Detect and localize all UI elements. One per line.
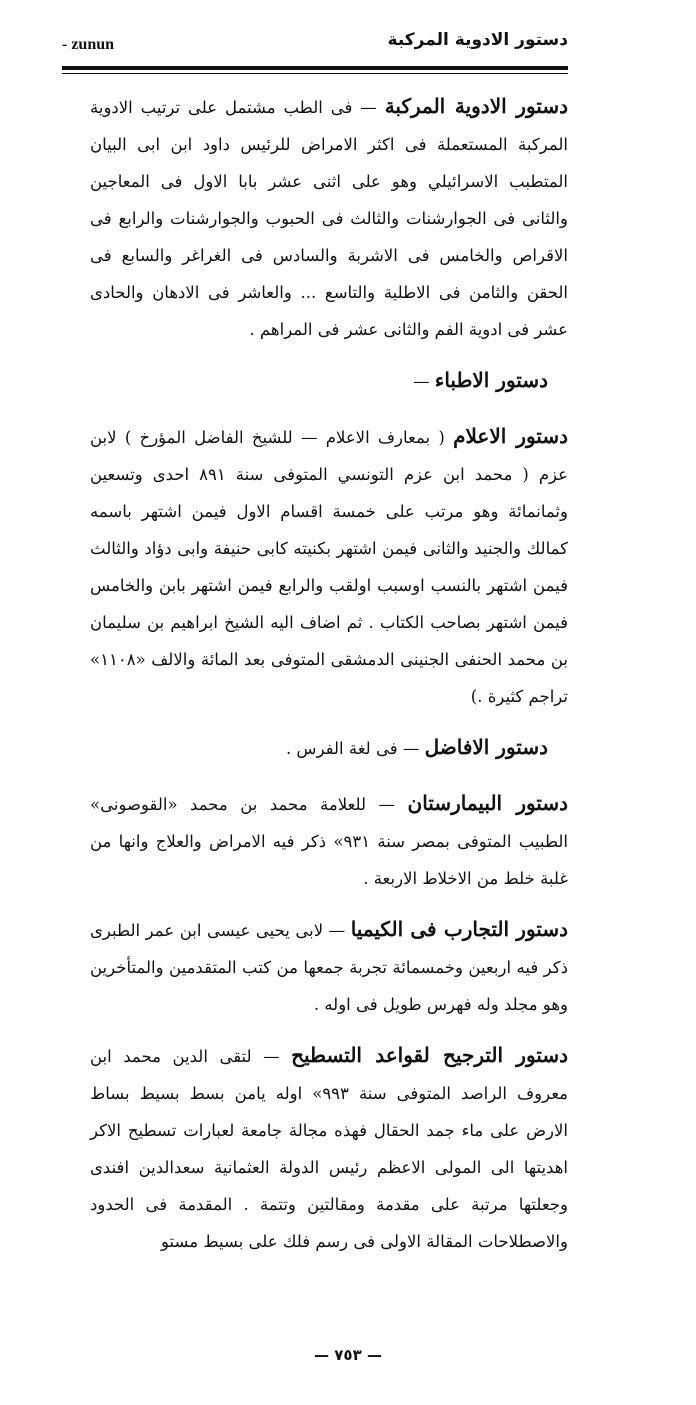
entry-5 [90,785,568,897]
entry-headword: دستور التجارب فى الكيميا [350,917,568,941]
entry-text: — للعلامة محمد بن محمد «القوصونى» الطبيب المتوفى بمصر سنة ٩٣١» ذكر فيه الامراض والعلاج وانها من غلبة خلط من الاخلاط الاربعة . [90,795,568,888]
page-number: — ٧٥٣ — [314,1346,382,1364]
header-rule-thick [62,66,568,70]
page-body [90,88,568,1274]
entry-text: — لابى يحيى عيسى ابن عمر الطبرى ذكر فيه اربعين وخمسمائة تجربة جمعها من كتب المتقدمين والمتأخرين وهو مجلد وله فهرس طويل فى اوله . [90,921,568,1014]
entry-headword: دستور الترجيح لقواعد التسطيح [291,1043,568,1067]
entry-3 [90,418,568,715]
entry-headword: دستور الادوية المركبة [384,94,568,118]
entry-text: — [413,372,435,391]
header-right-title: دستور الادوية المركبة [387,30,568,50]
header-left-text: - zunun [62,36,115,53]
entry-text: — فى لغة الفرس . [285,739,425,758]
entry-text: — لتقى الدين محمد ابن معروف الراصد المتوفى سنة ٩٩٣» اوله يامن بسط بسيط بساط الارض على ماء جمد الحقال فهذه مجالة جامعة لعبارات تسطيح الاكر اهديتها الى المولى الاعظم رئيس الدولة العثمانية سعدالدين افندى وجعلتها مرتبة على مقدمة ومقالتين وتتمة . المقدمة فى الحدود والاصطلاحات المقالة الاولى فى رسم فلك على بسيط مستو [90,1047,568,1251]
entry-text: ( بمعارف الاعلام — للشيخ الفاضل المؤرخ ) لابن عزم ( محمد ابن عزم التونسي المتوفى سنة ٨٩١ احدى وتسعين وثمانمائة وهو مرتب على خمسة اقسام الاول فيمن اشتهر باسمه كمالك والجنيد والثانى فيمن اشتهر بكنيته كابى حنيفة وابى دؤاد والثالث فيمن اشتهر بالنسب اوسبب اولقب والرابع فيمن اشتهر بابن والخامس فيمن اشتهر بصاحب الكتاب . ثم اضاف اليه الشيخ ابراهيم بن سليمان بن محمد الحنفى الجنينى الدمشقى المتوفى بعد المائة والالف «١١٠٨» تراجم كثيرة .) [90,428,568,706]
entry-1 [90,88,568,348]
entry-headword: دستور الافاضل [424,735,548,759]
header-rule-thin [62,73,568,74]
entry-text: — فى الطب مشتمل على ترتيب الادوية المركبة المستعملة فى اكثر الامراض للرئيس داود ابن ابى البيان المتطبب الاسرائيلي وهو على اثنى عشر بابا الاول فى المعاجين والثانى فى الجوارشنات والثالث فى الحبوب والجوارشنات والرابع فى الاقراص والخامس فى الاشربة والسادس فى الغراغر والسابع فى الحقن والثامن فى الاطلية والتاسع ... والعاشر فى الادهان والحادى عشر فى ادوية الفم والثانى عشر فى المراهم . [90,98,568,339]
entry-6 [90,911,568,1023]
entry-4 [90,729,568,767]
entry-headword: دستور الاعلام [453,424,569,448]
entry-7 [90,1037,568,1260]
entry-headword: دستور البيمارستان [407,791,569,815]
entry-headword: دستور الاطباء [434,368,548,392]
entry-2 [90,362,568,400]
running-header [62,30,568,62]
